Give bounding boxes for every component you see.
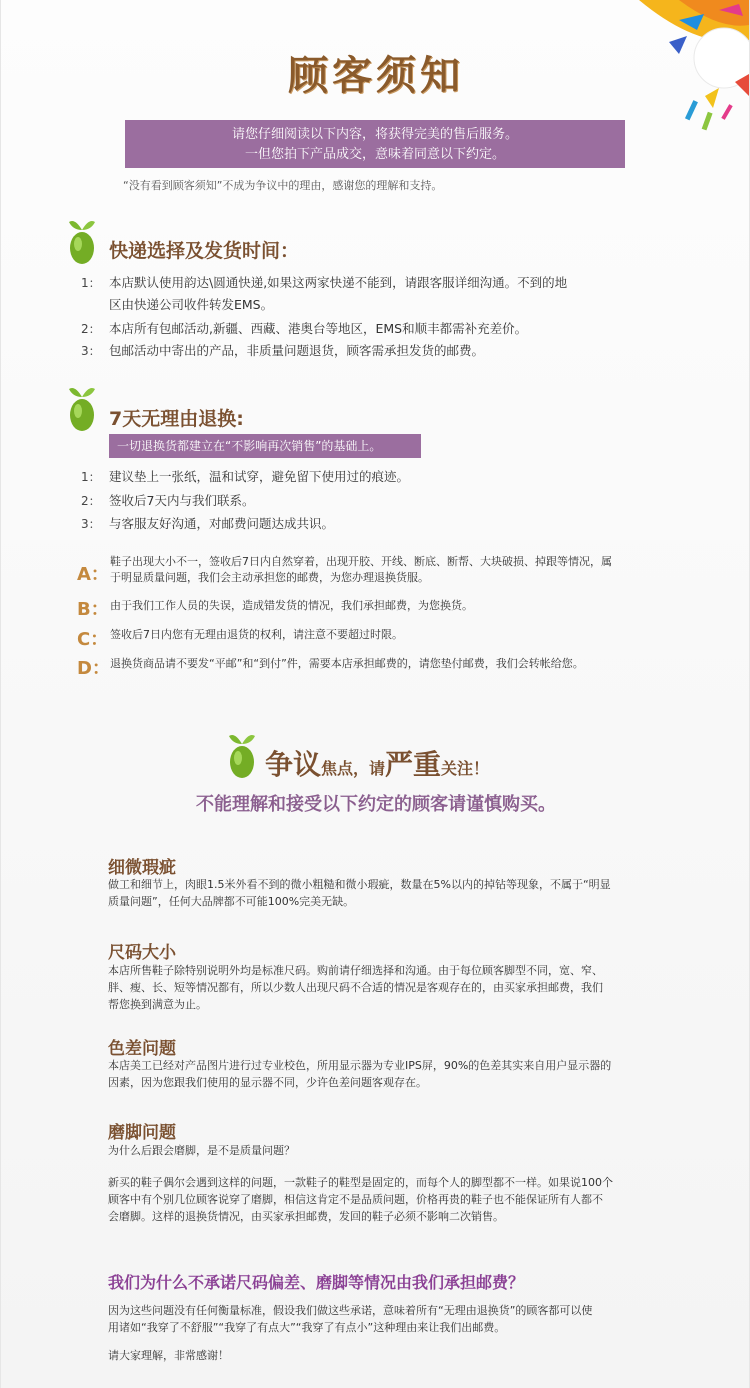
- notice-line-2: 一但您拍下产品成交，意味着同意以下约定。: [244, 147, 505, 162]
- topic-line: 本店所售鞋子除特别说明外均是标准尺码。购前请仔细选择和沟通。由于每位顾客脚型不同，宽、窄、: [108, 964, 603, 977]
- topic-line: 会磨脚。这样的退换货情况，由买家承担邮费，发回的鞋子必须不影响二次销售。: [108, 1210, 504, 1223]
- why-heading: 我们为什么不承诺尺码偏差、磨脚等情况由我们承担邮费？: [108, 1273, 525, 1292]
- topic-title-color-difference: 色差问题: [108, 1039, 176, 1059]
- clause-c-text: 签收后7日内您有无理由退货的权利，请注意不要超过时限。: [110, 628, 403, 641]
- seed-sprout-icon: [227, 730, 257, 780]
- returns-item-2-text: 签收后7天内与我们联系。: [109, 493, 255, 508]
- returns-item-2-number: 2：: [81, 494, 101, 508]
- clause-a-line-2: 于明显质量问题，我们会主动承担您的邮费，为您办理退换货服。: [110, 571, 429, 584]
- topic-line: 胖、瘦、长、短等情况都有，所以少数人出现尺码不合适的情况是客观存在的，由买家承担邮费，我们: [108, 981, 603, 994]
- clause-b-letter: B：: [77, 599, 109, 620]
- topic-text-foot-rubbing: [108, 1174, 658, 1225]
- shipping-item-3-text: 包邮活动中寄出的产品，非质量问题退货，顾客需承担发货的邮费。: [109, 343, 485, 358]
- shipping-item-1-text: 本店默认使用韵达\圆通快递,如果这两家快递不能到，请跟客服详细沟通。不到的地: [109, 275, 568, 290]
- dispute-heading: [265, 743, 489, 783]
- why-line: 因为这些问题没有任何衡量标准，假设我们做这些承诺，意味着所有“无理由退换货”的顾客都可以使: [108, 1304, 593, 1317]
- returns-item-1-number: 1：: [81, 470, 101, 484]
- closing-thanks: 请大家理解，非常感谢！: [108, 1349, 229, 1362]
- seed-sprout-icon: [67, 383, 97, 433]
- topic-text-minor-flaws: [108, 876, 658, 910]
- topic-text-color-difference: [108, 1057, 658, 1091]
- clause-a-line-1: 鞋子出现大小不一，签收后7日内自然穿着，出现开胶、开线、断底、断帮、大块破损、掉跟等情况，属: [110, 555, 612, 568]
- seed-sprout-icon: [67, 216, 97, 266]
- topic-title-minor-flaws: 细微瑕疵: [108, 858, 176, 878]
- topic-line: 因素，因为您跟我们使用的显示器不同，少许色差问题客观存在。: [108, 1076, 427, 1089]
- dispute-subtitle: 不能理解和接受以下约定的顾客请谨慎购买。: [196, 794, 556, 815]
- dispute-word-2: 焦点，请: [321, 759, 386, 778]
- topic-question-foot-rubbing: 为什么后跟会磨脚，是不是质量问题？: [108, 1144, 295, 1157]
- returns-item-1-text: 建议垫上一张纸，温和试穿，避免留下使用过的痕迹。: [109, 469, 410, 484]
- notice-line-1: 请您仔细阅读以下内容，将获得完美的售后服务。: [231, 127, 518, 142]
- topic-text-size: [108, 962, 658, 1013]
- topic-line: 质量问题”，任何大品牌都不可能100%完美无缺。: [108, 895, 355, 908]
- clause-d-text: 退换货商品请不要发“平邮”和“到付”件，需要本店承担邮费的，请您垫付邮费，我们会转帐给您。: [110, 657, 584, 670]
- returns-item-3-number: 3：: [81, 517, 101, 531]
- why-line: 用诸如“我穿了不舒服”“我穿了有点大”“我穿了有点小”这种理由来让我们出邮费。: [108, 1321, 506, 1334]
- shipping-item-2-text: 本店所有包邮活动,新疆、西藏、港奥台等地区，EMS和顺丰都需补充差价。: [109, 321, 528, 336]
- topic-line: 顾客中有个别几位顾客说穿了磨脚，相信这肯定不是品质问题，价格再贵的鞋子也不能保证所有人都不: [108, 1193, 603, 1206]
- returns-section-title: 7天无理由退换:: [109, 408, 244, 430]
- clause-a-text: [110, 554, 665, 586]
- disclaimer-text: “没有看到顾客须知”不成为争议中的理由，感谢您的理解和支持。: [123, 179, 443, 192]
- topic-title-size: 尺码大小: [108, 943, 176, 963]
- dispute-word-1: 争议: [265, 748, 322, 781]
- returns-rule-banner: 一切退换货都建立在“不影响再次销售”的基础上。: [109, 434, 421, 458]
- why-text: [108, 1302, 658, 1336]
- dispute-word-4: 关注！: [441, 759, 490, 778]
- clause-b-text: 由于我们工作人员的失误，造成错发货的情况，我们承担邮费，为您换货。: [110, 599, 473, 612]
- clause-a-letter: A：: [77, 564, 109, 585]
- shipping-section-title: 快递选择及发货时间：: [109, 240, 300, 262]
- returns-item-3-text: 与客服友好沟通，对邮费问题达成共识。: [109, 516, 335, 531]
- shipping-item-1-number: 1：: [81, 276, 101, 290]
- shipping-item-2-number: 2：: [81, 322, 101, 336]
- page-title: 顾客须知: [288, 52, 464, 99]
- topic-title-foot-rubbing: 磨脚问题: [108, 1123, 176, 1143]
- topic-line: 做工和细节上，肉眼1.5米外看不到的微小粗糙和微小瑕疵，数量在5%以内的掉钻等现象，不属于“明显: [108, 878, 611, 891]
- topic-line: 帮您换到满意为止。: [108, 998, 207, 1011]
- clause-d-letter: D：: [77, 658, 110, 679]
- shipping-item-1-continued: 区由快递公司收件转发EMS。: [109, 297, 274, 312]
- shipping-item-3-number: 3：: [81, 344, 101, 358]
- dispute-word-3: 严重: [385, 748, 442, 781]
- topic-line: 新买的鞋子偶尔会遇到这样的问题，一款鞋子的鞋型是固定的，而每个人的脚型都不一样。如果说100个: [108, 1176, 613, 1189]
- notice-banner: [125, 120, 625, 168]
- topic-line: 本店美工已经对产品图片进行过专业校色，所用显示器为专业IPS屏，90%的色差其实来自用户显示器的: [108, 1059, 612, 1072]
- clause-c-letter: C：: [77, 629, 109, 650]
